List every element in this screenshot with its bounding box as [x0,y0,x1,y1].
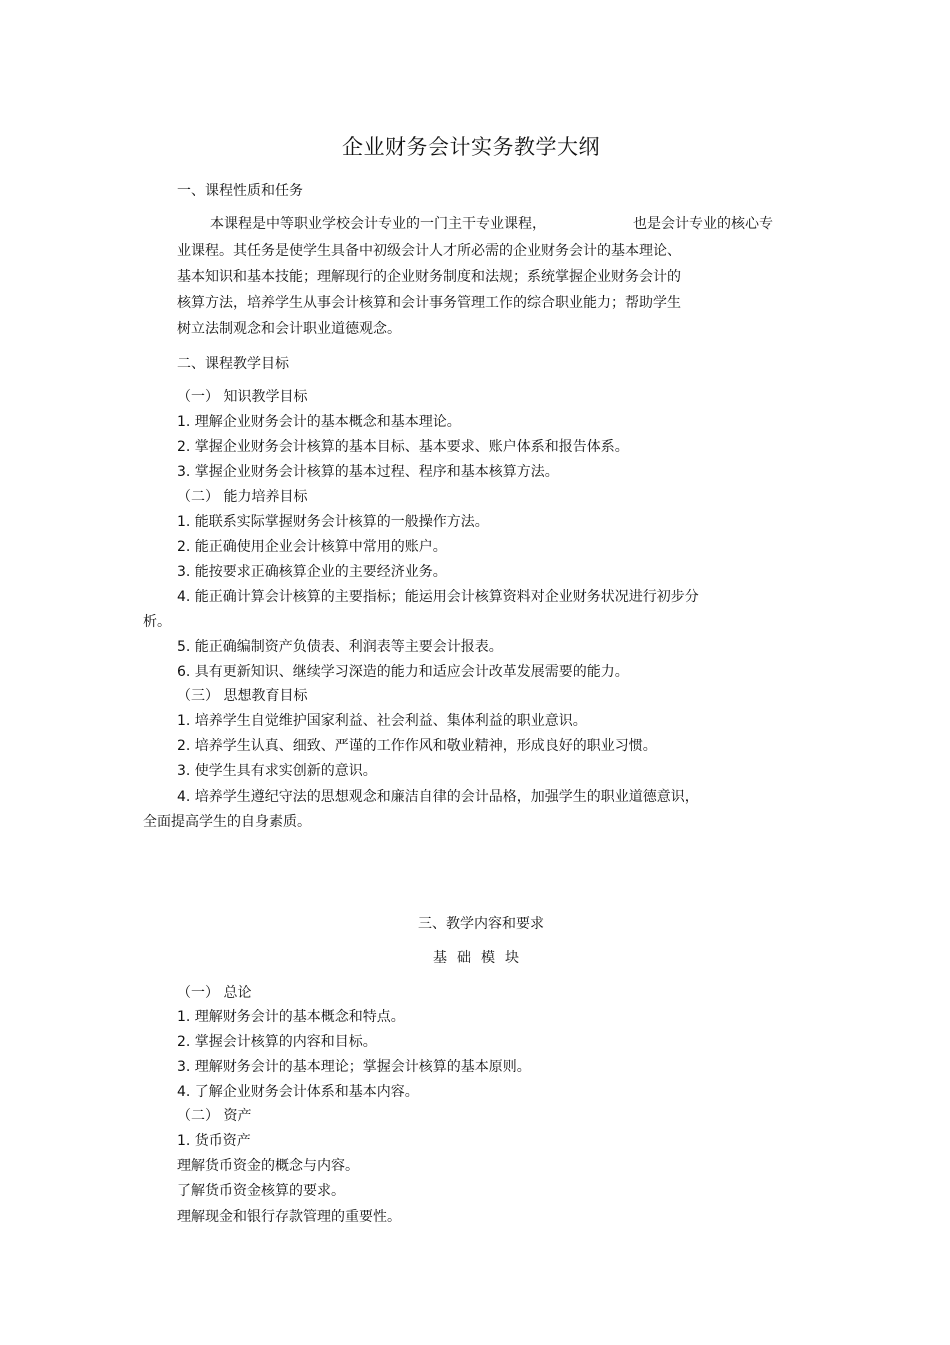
list-item: 3. 使学生具有求实创新的意识。 [177,763,377,779]
section-heading-content-and-requirements: 三、教学内容和要求 [418,916,544,932]
list-item: 1. 理解财务会计的基本概念和特点。 [177,1009,405,1025]
list-item: 1. 货币资产 [177,1133,251,1149]
subsection-heading-moral-education: （三） 思想教育目标 [177,688,308,704]
list-item: 1. 培养学生自觉维护国家利益、社会利益、集体利益的职业意识。 [177,713,587,729]
list-item: 2. 掌握企业财务会计核算的基本目标、基本要求、账户体系和报告体系。 [177,439,629,455]
subsection-heading-assets: （二） 资产 [177,1108,252,1124]
paragraph-line: 本课程是中等职业学校会计专业的一门主干专业课程， [210,216,546,232]
subsection-heading-ability: （二） 能力培养目标 [177,489,308,505]
list-item: 1. 理解企业财务会计的基本概念和基本理论。 [177,414,461,430]
list-item: 3. 理解财务会计的基本理论；掌握会计核算的基本原则。 [177,1059,531,1075]
paragraph-line: 业课程。其任务是使学生具备中初级会计人才所必需的企业财务会计的基本理论、 [177,243,681,259]
document-title: 企业财务会计实务教学大纲 [342,135,600,159]
list-item: 2. 掌握会计核算的内容和目标。 [177,1034,377,1050]
list-item: 3. 掌握企业财务会计核算的基本过程、程序和基本核算方法。 [177,464,559,480]
subsection-heading-knowledge: （一） 知识教学目标 [177,389,308,405]
list-item-continuation: 全面提高学生的自身素质。 [143,814,311,830]
list-item: 4. 培养学生遵纪守法的思想观念和廉洁自律的会计品格，加强学生的职业道德意识， [177,789,699,805]
list-item: 4. 能正确计算会计核算的主要指标；能运用会计核算资料对企业财务状况进行初步分 [177,589,699,605]
body-line: 理解货币资金的概念与内容。 [177,1158,359,1174]
list-item: 4. 了解企业财务会计体系和基本内容。 [177,1084,419,1100]
list-item: 2. 能正确使用企业会计核算中常用的账户。 [177,539,447,555]
body-line: 理解现金和银行存款管理的重要性。 [177,1209,401,1225]
section-heading-teaching-goals: 二、课程教学目标 [177,356,289,372]
subsection-heading-general: （一） 总论 [177,985,252,1001]
paragraph-line: 也是会计专业的核心专 [633,216,773,232]
list-item: 6. 具有更新知识、继续学习深造的能力和适应会计改革发展需要的能力。 [177,664,629,680]
module-heading: 基础模块 [433,950,529,966]
paragraph-line: 树立法制观念和会计职业道德观念。 [177,321,401,337]
list-item: 3. 能按要求正确核算企业的主要经济业务。 [177,564,447,580]
body-line: 了解货币资金核算的要求。 [177,1183,345,1199]
section-heading-nature-and-tasks: 一、课程性质和任务 [177,183,303,199]
list-item: 5. 能正确编制资产负债表、利润表等主要会计报表。 [177,639,503,655]
list-item: 1. 能联系实际掌握财务会计核算的一般操作方法。 [177,514,489,530]
paragraph-line: 核算方法，培养学生从事会计核算和会计事务管理工作的综合职业能力；帮助学生 [177,295,681,311]
list-item-continuation: 析。 [143,614,171,630]
list-item: 2. 培养学生认真、细致、严谨的工作作风和敬业精神，形成良好的职业习惯。 [177,738,657,754]
paragraph-line: 基本知识和基本技能；理解现行的企业财务制度和法规；系统掌握企业财务会计的 [177,269,681,285]
